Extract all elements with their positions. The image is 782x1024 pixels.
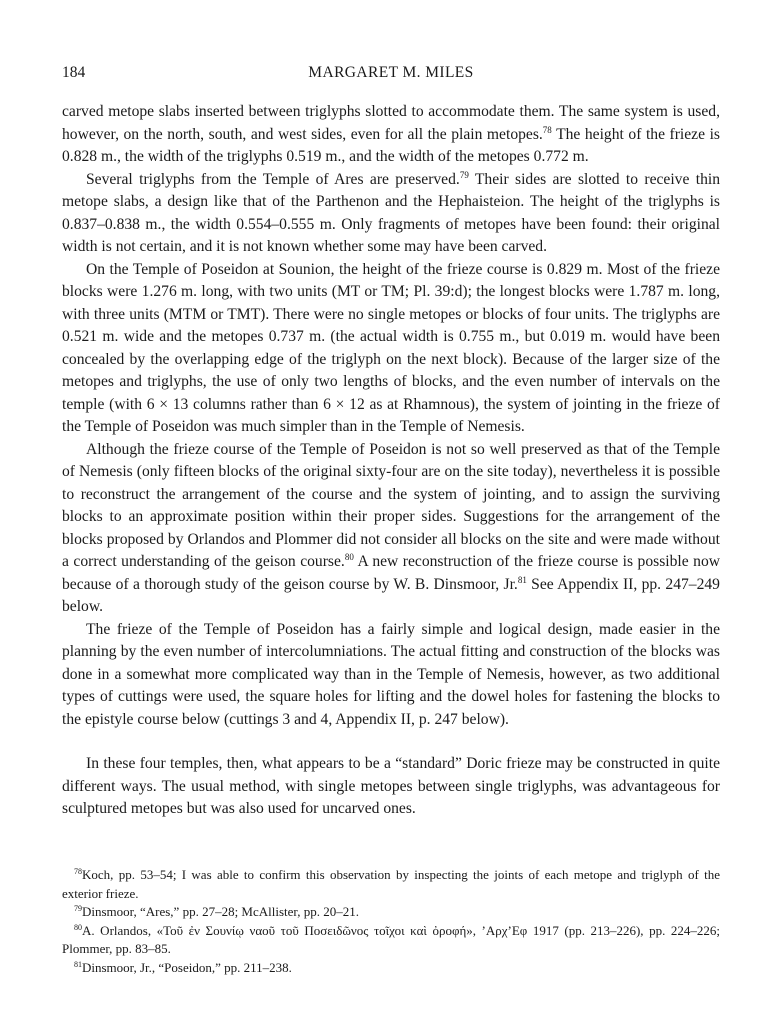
paragraph-4-text-a: Although the frieze course of the Temple of Poseidon is not so well preserved as that of the Temple of Nemesis (only fifteen blocks of the original sixty-four are on the site today), nevertheless it is possible to reconstruct the arrangement of the course and the system of jointing, and to assign the surviving blocks to an approximate position within their proper sides. Suggestions for the arrangement of the blocks proposed by Orlandos and Plommer did not consider all blocks on the site and were made without a correct understanding of the geison course. (62, 440, 720, 570)
paragraph-5: The frieze of the Temple of Poseidon has a fairly simple and logical design, made easier in the planning by the even number of intercolumniations. The actual fitting and construction of the blocks was done in a somewhat more complicated way than in the Temple of Nemesis, however, as two additional types of cuttings were used, the square holes for lifting and the dowel holes for fastening the blocks to the epistyle course below (cuttings 3 and 4, Appendix II, p. 247 below). (62, 620, 720, 728)
paragraph-4-text-c: See Appendix II, pp. 247–249 below. (62, 575, 720, 615)
footnote-number: 78 (74, 867, 82, 876)
paragraph-4 (62, 439, 720, 619)
paragraph-2-text-a: Several triglyphs from the Temple of Ares are preserved. (86, 170, 460, 188)
footnote-number: 81 (74, 959, 82, 969)
footnote-text: Dinsmoor, Jr., “Poseidon,” pp. 211–238. (82, 959, 292, 975)
footnote-text: A. Orlandos, «Τοῦ ἐν Σουνίῳ ναοῦ τοῦ Ποσειδῶνος τοῖχοι καὶ ὀροφή», ’Αρχ’Εφ 1917 (pp. 213–226), pp. 224–226; Plommer, pp. 83–85. (62, 922, 720, 956)
footnote-80 (62, 922, 720, 959)
footnote-text: Dinsmoor, “Ares,” pp. 27–28; McAllister, pp. 20–21. (82, 904, 359, 919)
footnote-ref-79[interactable]: 79 (459, 169, 469, 180)
footnote-number: 80 (74, 922, 82, 932)
paragraph-1-text-a: carved metope slabs inserted between triglyphs slotted to accommodate them. The same system is used, however, on the north, south, and west sides, even for all the plain metopes. (62, 103, 720, 143)
page-number: 184 (62, 64, 86, 81)
paragraph-1-text-b: The height of the frieze is 0.828 m., the width of the triglyphs 0.519 m., and the width of the metopes 0.772 m. (62, 125, 720, 165)
paragraph-6: In these four temples, then, what appears to be a “standard” Doric frieze may be constructed in quite different ways. The usual method, with single metopes between single triglyphs, was advantageous for sculptured metopes but was also used for uncarved ones. (62, 755, 720, 817)
paragraph-2-text-b: Their sides are slotted to receive thin metope slabs, a design like that of the Parthenon and the Hephaisteion. The height of the triglyphs is 0.837–0.838 m., the width 0.554–0.555 m. Only fragments of metopes have been found: their original width is not certain, and it is not known whether some may have been carved. (62, 170, 721, 255)
page-header (62, 64, 720, 86)
paragraph-2 (62, 169, 720, 259)
footnote-ref-81[interactable]: 81 (517, 574, 527, 585)
footnote-ref-80[interactable]: 80 (344, 552, 354, 562)
footnote-number: 79 (74, 904, 82, 913)
paragraph-4-text-b: A new reconstruction of the frieze course is possible now because of a thorough study of the geison course by W. B. Dinsmoor, Jr. (62, 553, 720, 593)
paragraph-1 (62, 101, 720, 169)
footnote-81 (62, 959, 720, 978)
footnote-78 (62, 866, 720, 903)
footnote-79 (62, 903, 720, 922)
footnotes (62, 866, 720, 977)
running-title: MARGARET M. MILES (308, 64, 474, 81)
paragraph-3: On the Temple of Poseidon at Sounion, the height of the frieze course is 0.829 m. Most of the frieze blocks were 1.276 m. long, with two units (MT or TM; Pl. 39:d); the longest blocks were 1.787 m. long, with three units (MTM or TMT). There were no single metopes or blocks of four units. The triglyphs are 0.521 m. wide and the metopes 0.737 m. (the actual width is 0.755 m., but 0.019 m. would have been concealed by the overlapping edge of the triglyph on the next block). Because of the larger size of the metopes and triglyphs, the use of only two lengths of blocks, and the even number of intervals on the temple (with 6 × 13 columns rather than 6 × 12 as at Rhamnous), the system of jointing in the frieze of the Temple of Poseidon was much simpler than in the Temple of Nemesis. (62, 260, 720, 435)
body-text (62, 101, 720, 821)
footnote-text: Koch, pp. 53–54; I was able to confirm this observation by inspecting the joints of each metope and triglyph of the exterior frieze. (62, 867, 720, 901)
footnote-ref-78[interactable]: 78 (542, 124, 552, 135)
